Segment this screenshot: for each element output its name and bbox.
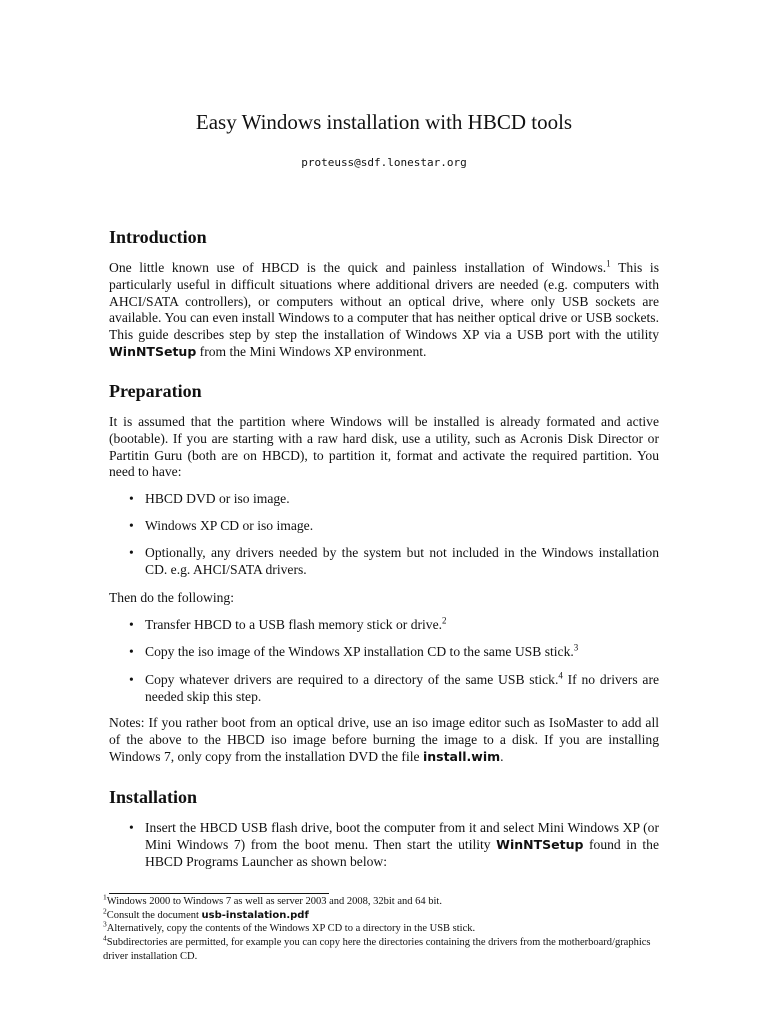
bullet-icon: • [129, 545, 134, 560]
bullet-icon: • [129, 491, 134, 506]
intro-text-3: from the Mini Windows XP environment. [196, 343, 427, 359]
introduction-paragraph [109, 260, 659, 361]
bullet-icon: • [129, 518, 134, 533]
bullet-icon: • [129, 644, 134, 659]
file-name-usb-instalation: usb-instalation.pdf [201, 910, 309, 921]
bullet-icon: • [129, 617, 134, 632]
then-do-text: Then do the following: [109, 590, 234, 605]
file-name-install-wim: install.wim [422, 748, 501, 764]
section-heading-introduction: Introduction [109, 227, 207, 247]
footnote-ref-1: 1 [606, 258, 611, 269]
footnote-number: 3 [103, 919, 107, 929]
intro-text-1: One little known use of HBCD is the quick and painless installation of Windows. [109, 260, 607, 275]
install-text-1: Insert the HBCD USB flash drive, boot the computer from it and select Mini Windows XP (or Mini Windows 7) from the boot menu. Then start the utility [145, 820, 659, 852]
bullet-icon: • [129, 820, 134, 835]
list-item [129, 672, 659, 706]
list-item-text: Copy the iso image of the Windows XP installation CD to the same USB stick. [145, 644, 574, 659]
footnote-text: Windows 2000 to Windows 7 as well as server 2003 and 2008, 32bit and 64 bit. [106, 896, 442, 907]
list-item-text-after: If no drivers are needed skip this step. [145, 672, 660, 704]
list-item [129, 491, 659, 508]
list-item-text: HBCD DVD or iso image. [145, 491, 290, 506]
bullet-icon: • [129, 672, 134, 687]
list-item [129, 545, 659, 579]
list-item [129, 644, 659, 661]
notes-text: Notes: If you rather boot from an optical drive, use an iso image editor such as IsoMaster to add all of the above to the HBCD iso image before burning the image to a disk. If you are installing Windows 7, only copy from the installation DVD the file [109, 715, 659, 764]
footnote-4 [103, 933, 659, 963]
author-email: proteuss@sdf.lonestar.org [301, 156, 467, 169]
intro-text-2: This is particularly useful in difficult situations where additional drivers are needed (e.g. computers with AHCI/SATA controllers), or computers without an optical drive, where only USB sockets are available. You can even install Windows to a computer that has neither optical drive or USB sockets. This guide describes step by step the installation of Windows XP via a USB port with the utility [109, 260, 659, 343]
footnote-ref-3: 3 [573, 642, 579, 653]
footnote-text: Subdirectories are permitted, for example you can copy here the directories containing the drivers from the motherboard/graphics driver installation CD. [103, 937, 651, 962]
footnote-ref-2: 2 [442, 615, 447, 626]
footnote-1 [103, 892, 659, 909]
footnote-ref-4: 4 [558, 670, 563, 681]
tool-name-winntsetup: WinNTSetup [109, 343, 197, 359]
footnote-text: Alternatively, copy the contents of the Windows XP CD to a directory in the USB stick. [106, 923, 476, 934]
section-heading-preparation: Preparation [109, 381, 202, 401]
footnote-number: 2 [103, 906, 107, 916]
document-title: Easy Windows installation with HBCD tools [195, 110, 573, 134]
list-item [129, 820, 659, 870]
tool-name-winntsetup: WinNTSetup [496, 836, 584, 852]
footnote-2 [103, 906, 659, 923]
list-item-text: Copy whatever drivers are required to a directory of the same USB stick. [145, 672, 559, 687]
preparation-paragraph: It is assumed that the partition where Windows will be installed is already formated and active (bootable). If you are starting with a raw hard disk, use a utility, such as Acronis Disk Director or Partitin Guru (both are on HBCD), to partition it, format and activate the required partition. You need to have: [109, 414, 659, 480]
section-heading-installation: Installation [109, 787, 198, 807]
list-item [129, 617, 659, 634]
install-text-2: found in the HBCD Programs Launcher as shown below: [145, 836, 660, 869]
list-item [129, 518, 659, 535]
notes-text-end: . [500, 748, 504, 764]
footnote-divider [109, 893, 329, 894]
footnote-3 [103, 919, 659, 936]
list-item-text: Transfer HBCD to a USB flash memory stick or drive. [145, 617, 443, 632]
list-item-text: Optionally, any drivers needed by the system but not included in the Windows installation CD. e.g. AHCI/SATA drivers. [145, 545, 659, 577]
footnote-text: Consult the document [106, 910, 202, 921]
footnote-number: 1 [103, 892, 107, 902]
notes-paragraph [109, 715, 659, 765]
footnote-number: 4 [103, 933, 107, 943]
list-item-text: Windows XP CD or iso image. [145, 518, 314, 533]
